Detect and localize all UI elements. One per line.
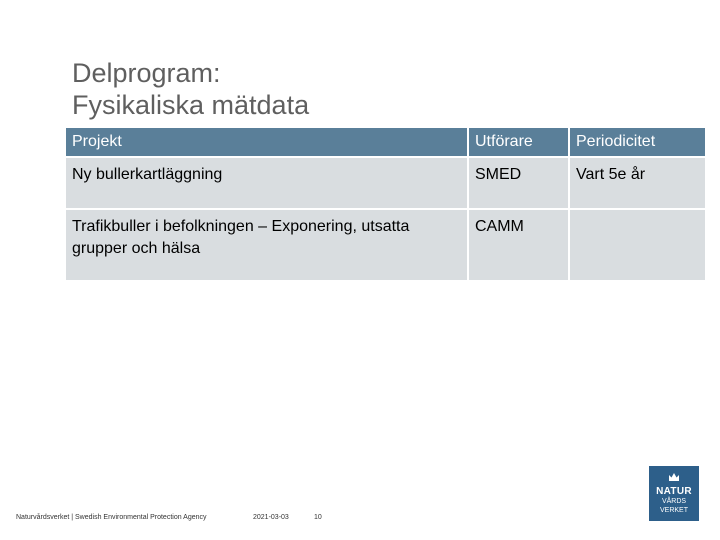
naturvardsverket-logo <box>649 466 699 521</box>
footer-page-number: 10 <box>314 514 322 521</box>
logo-text-line-1: NATUR <box>656 486 692 497</box>
logo-text-line-2: VÅRDS <box>661 498 687 505</box>
cell-periodicitet <box>569 209 705 281</box>
cell-projekt: Ny bullerkartläggning <box>66 157 468 209</box>
slide-title <box>72 57 309 121</box>
cell-projekt: Trafikbuller i befolkningen – Exponering, utsatta grupper och hälsa <box>66 209 468 281</box>
column-header-utforare: Utförare <box>468 128 569 157</box>
cell-periodicitet: Vart 5e år <box>569 157 705 209</box>
cell-utforare: SMED <box>468 157 569 209</box>
crown-icon <box>668 472 680 483</box>
slide-title-line-1: Delprogram: <box>72 58 221 88</box>
logo-text-line-3: VERKET <box>659 507 688 514</box>
project-table <box>66 128 705 282</box>
table-header-row <box>66 128 705 157</box>
column-header-projekt: Projekt <box>66 128 468 157</box>
footer-date: 2021-03-03 <box>253 514 289 521</box>
column-header-periodicitet: Periodicitet <box>569 128 705 157</box>
footer-organization: Naturvårdsverket | Swedish Environmental Protection Agency <box>16 514 207 521</box>
slide-title-line-2: Fysikaliska mätdata <box>72 90 310 120</box>
cell-utforare: CAMM <box>468 209 569 281</box>
table-row <box>66 209 705 281</box>
table-row <box>66 157 705 209</box>
